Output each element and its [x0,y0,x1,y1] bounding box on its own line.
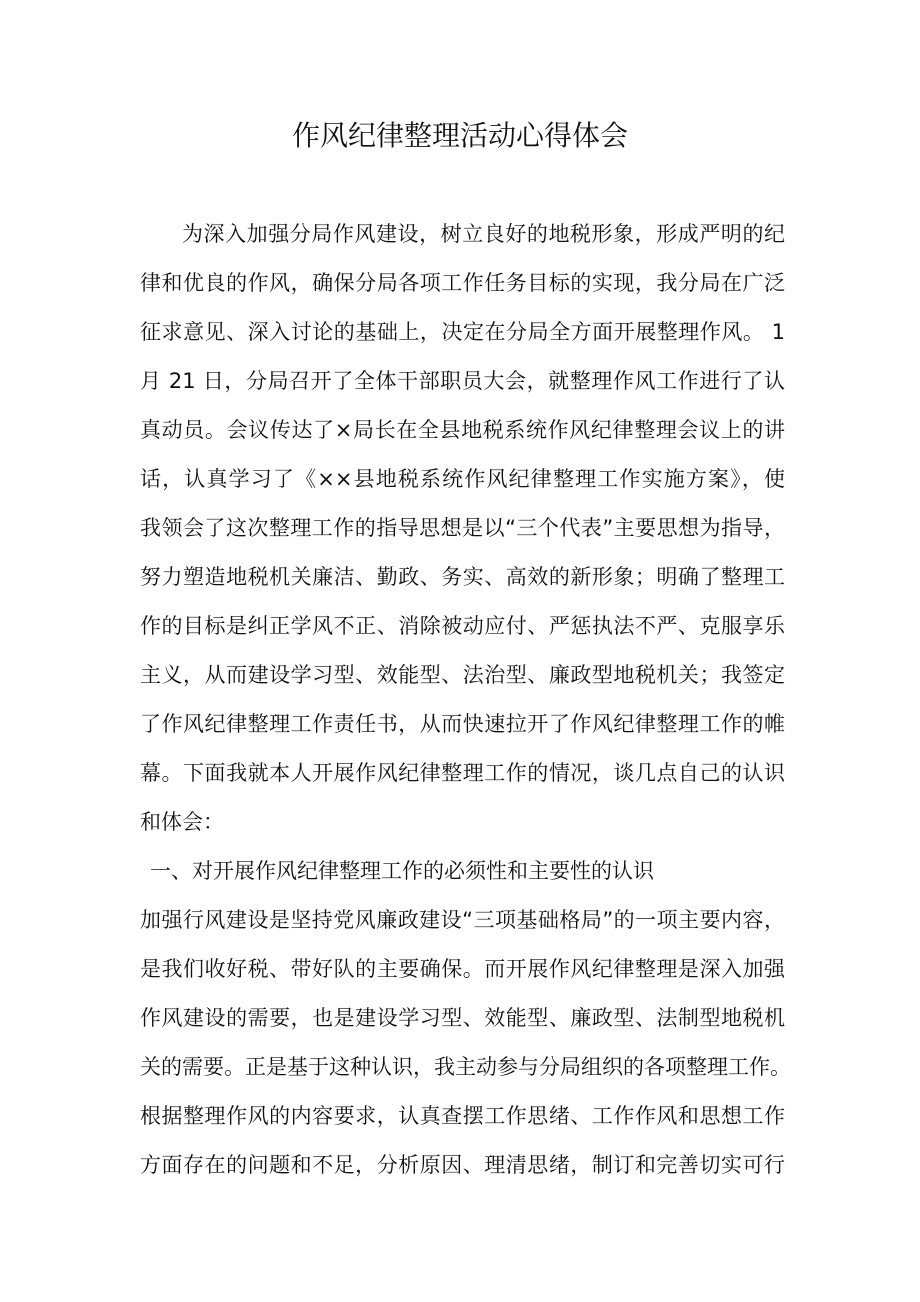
text-line: 方面存在的问题和不足，分析原因、理清思绪，制订和完善切实可行 [140,1153,785,1177]
text-line: 加强行风建设是坚持党风廉政建设“三项基础格局”的一项主要内容， [140,908,785,932]
text-line: 和体会： [140,810,224,834]
text-line: 是我们收好税、带好队的主要确保。而开展作风纪律整理是深入加强 [140,957,785,981]
document-title: 作风纪律整理活动心得体会 [291,119,628,152]
text-line: 根据整理作风的内容要求，认真查摆工作思绪、工作作风和思想工作 [140,1104,785,1128]
text-line: 作风建设的需要，也是建设学习型、效能型、廉政型、法制型地税机 [140,1006,785,1030]
section-heading [140,847,785,896]
text-line: 为深入加强分局作风建设，树立良好的地税形象，形成严明的纪 [182,222,785,246]
document-body [140,210,791,1190]
paragraph-section-one [140,896,791,1190]
text-line: 努力塑造地税机关廉洁、勤政、务实、高效的新形象；明确了整理工 [140,565,785,589]
section-heading-text: 一、对开展作风纪律整理工作的必须性和主要性的认识 [150,859,654,883]
text-line: 幕。下面我就本人开展作风纪律整理工作的情况，谈几点自己的认识 [140,761,785,785]
text-line: 征求意见、深入讨论的基础上，决定在分局全方面开展整理作风。 1 [140,320,785,344]
text-line: 律和优良的作风，确保分局各项工作任务目标的实现，我分局在广泛 [140,271,785,295]
text-line: 月 21 日，分局召开了全体干部职员大会，就整理作风工作进行了认 [140,369,785,393]
text-line: 我领会了这次整理工作的指导思想是以“三个代表”主要思想为指导， [140,516,785,540]
paragraph-intro [140,210,785,847]
text-line: 话，认真学习了《××县地税系统作风纪律整理工作实施方案》，使 [140,467,785,491]
text-line: 主义，从而建设学习型、效能型、法治型、廉政型地税机关；我签定 [140,663,785,687]
text-line: 作的目标是纠正学风不正、消除被动应付、严惩执法不严、克服享乐 [140,614,785,638]
text-line: 真动员。会议传达了×局长在全县地税系统作风纪律整理会议上的讲 [140,418,785,442]
text-line: 了作风纪律整理工作责任书，从而快速拉开了作风纪律整理工作的帷 [140,712,785,736]
text-line: 关的需要。正是基于这种认识，我主动参与分局组织的各项整理工作。 [140,1055,791,1079]
